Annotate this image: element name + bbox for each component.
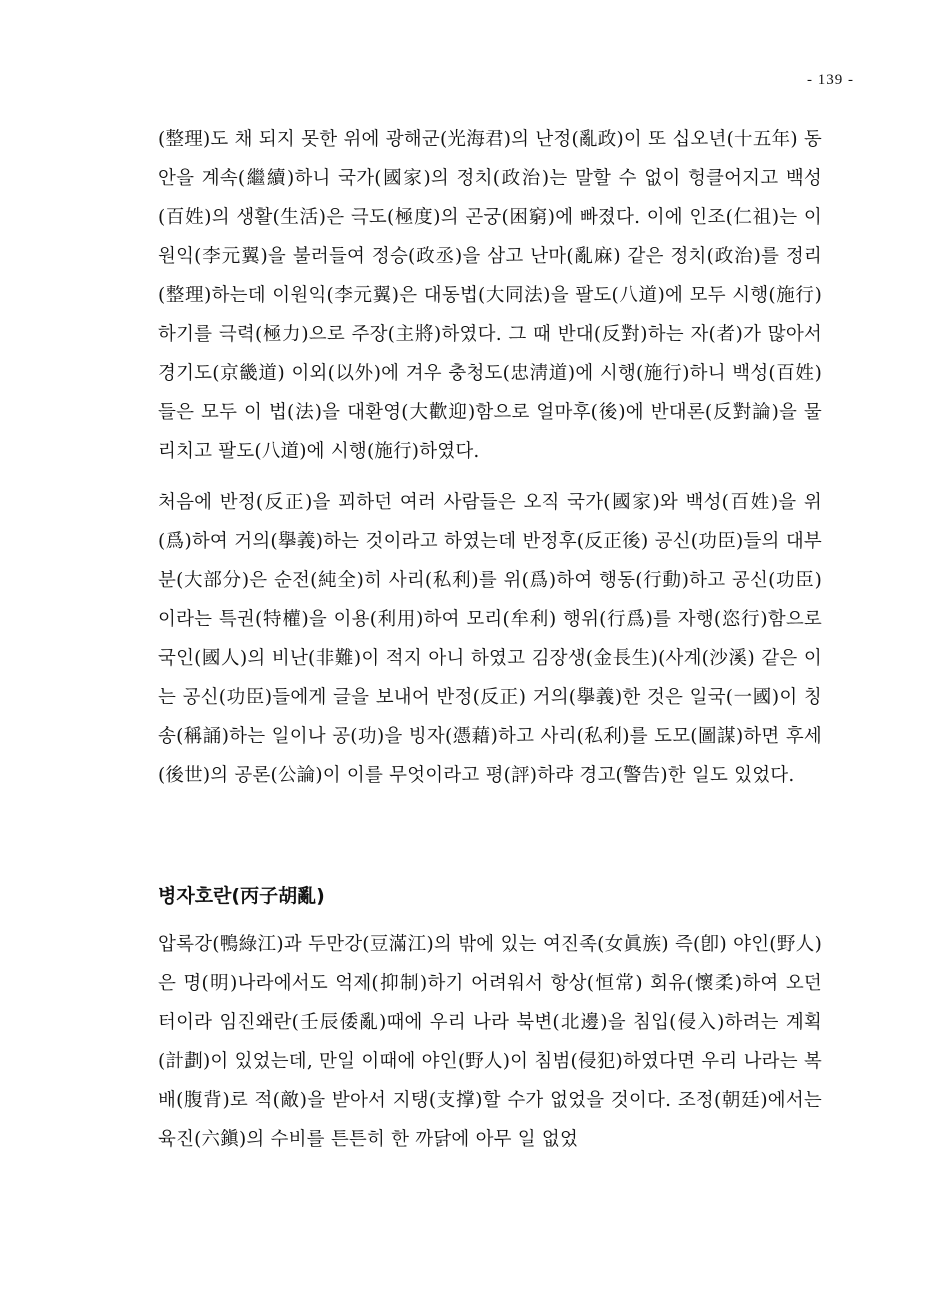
section-paragraph: 압록강(鴨綠江)과 두만강(豆滿江)의 밖에 있는 여진족(女眞族) 즉(卽) 야인(野人)은 명(明)나라에서도 억제(抑制)하기 어려워서 항상(恒常) 회유(懷柔)하여 오던 터이라 임진왜란(壬辰倭亂)때에 우리 나라 북변(北邊)을 침입(侵入)하려는 계획(計劃)이 있었는데, 만일 이때에 야인(野人)이 침범(侵犯)하였다면 우리 나라는 복배(腹背)로 적(敵)을 받아서 지탱(支撑)할 수가 없었을 것이다. 조정(朝廷)에서는 육진(六鎭)의 수비를 튼튼히 한 까닭에 아무 일 없었 <box>158 934 822 1150</box>
paragraph-2: 처음에 반정(反正)을 꾀하던 여러 사람들은 오직 국가(國家)와 백성(百姓)을 위(爲)하여 거의(擧義)하는 것이라고 하였는데 반정후(反正後) 공신(功臣)들의 대부분(大部分)은 순전(純全)히 사리(私利)를 위(爲)하여 행동(行動)하고 공신(功臣)이라는 특권(特權)을 이용(利用)하여 모리(牟利) 행위(行爲)를 자행(恣行)함으로 국인(國人)의 비난(非難)이 적지 아니 하였고 김장생(金長生)(사계(沙溪) 같은 이는 공신(功臣)들에게 글을 보내어 반정(反正) 거의(擧義)한 것은 일국(一國)이 칭송(稱誦)하는 일이나 공(功)을 빙자(憑藉)하고 사리(私利)를 도모(圖謀)하면 후세(後世)의 공론(公論)이 이를 무엇이라고 평(評)하랴 경고(警告)한 일도 있었다. <box>158 492 822 786</box>
section-heading: 병자호란(丙子胡亂) <box>158 885 325 907</box>
paragraph-1: (整理)도 채 되지 못한 위에 광해군(光海君)의 난정(亂政)이 또 십오년(十五年) 동안을 계속(繼續)하니 국가(國家)의 정치(政治)는 말할 수 없이 헝클어지고 백성(百姓)의 생활(生活)은 극도(極度)의 곤궁(困窮)에 빠졌다. 이에 인조(仁祖)는 이원익(李元翼)을 불러들여 정승(政丞)을 삼고 난마(亂麻) 같은 정치(政治)를 정리(整理)하는데 이원익(李元翼)은 대동법(大同法)을 팔도(八道)에 모두 시행(施行)하기를 극력(極力)으로 주장(主將)하였다. 그 때 반대(反對)하는 자(者)가 많아서 경기도(京畿道) 이외(以外)에 겨우 충청도(忠淸道)에 시행(施行)하니 백성(百姓)들은 모두 이 법(法)을 대환영(大歡迎)함으로 얼마후(後)에 반대론(反對論)을 물리치고 팔도(八道)에 시행(施行)하였다. <box>158 129 822 462</box>
document-body <box>158 120 822 1159</box>
page-number: - 139 - <box>807 72 854 88</box>
